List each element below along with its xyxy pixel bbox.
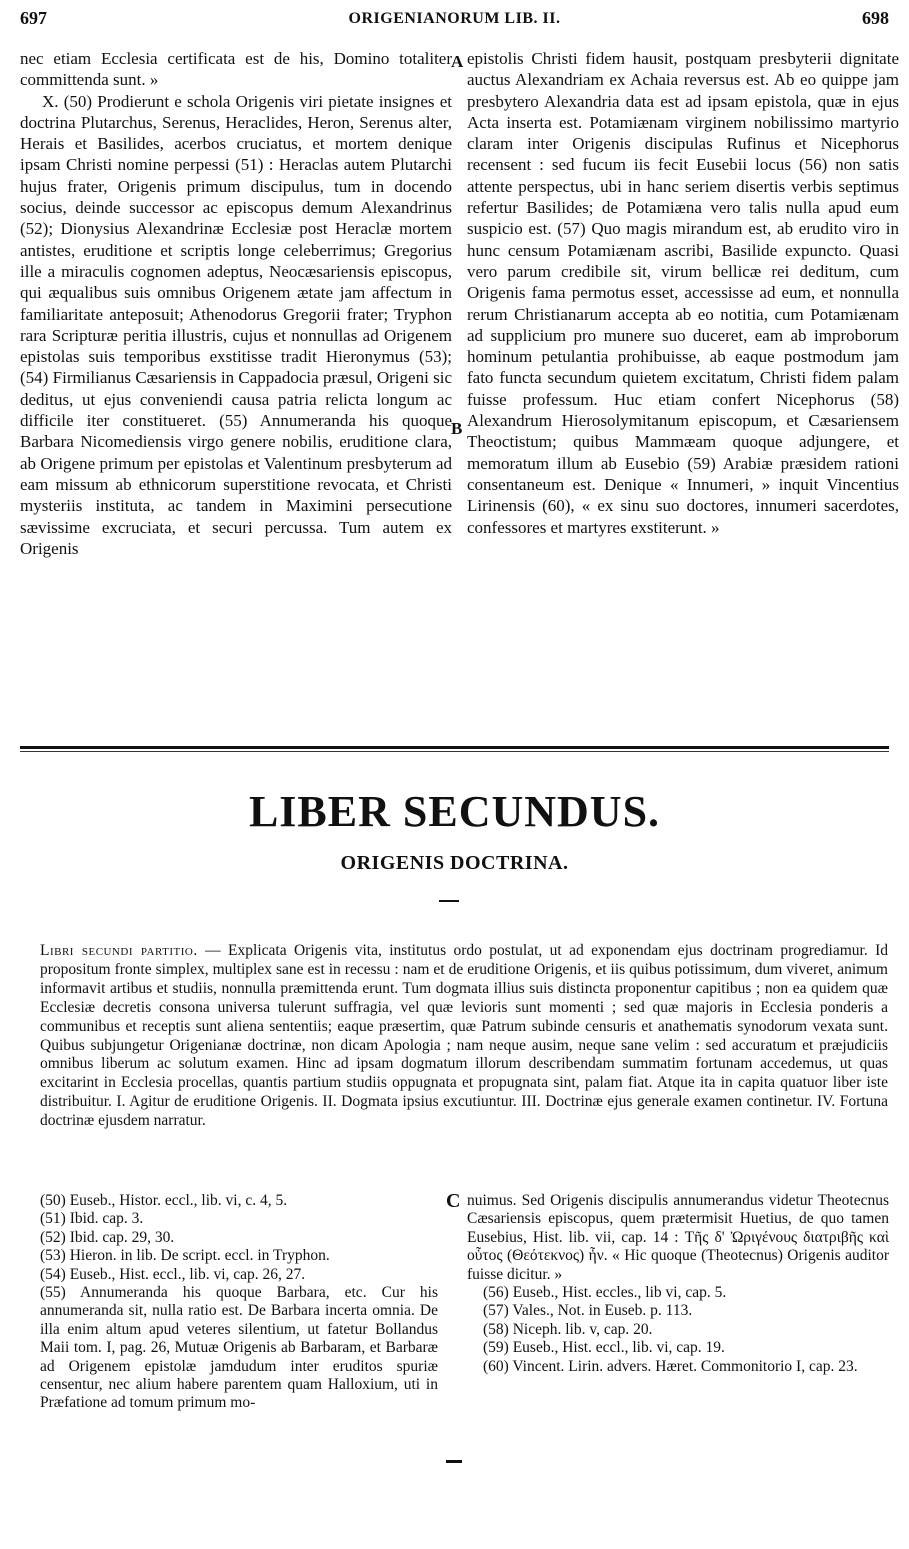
page-number-right: 698 bbox=[862, 8, 889, 28]
partitio-lead: Libri secundi partitio. bbox=[40, 942, 198, 959]
page-header bbox=[20, 8, 889, 38]
margin-marker-b: B bbox=[451, 419, 463, 438]
footnote-54: (54) Euseb., Hist. eccl., lib. vi, cap. 26, 27. bbox=[40, 1265, 306, 1283]
partitio-paragraph bbox=[40, 942, 888, 1131]
footnote-50: (50) Euseb., Histor. eccl., lib. vi, c. 4, 5. bbox=[40, 1192, 288, 1209]
footnote-56: (56) Euseb., Hist. eccles., lib vi, cap. 5. bbox=[483, 1284, 727, 1302]
right-paragraph-1: epistolis Christi fidem hausit, postquam presbyterii dignitate auctus Alexandriam ex Achaia reversus est. Ab eo quippe jam presbytero Alexandria data est ad ipsam epistola, quæ in ejus Acta inserta est. Potamiænam virginem nobilissimo martyrio claram inter Origenis discipulas Rufinus et Nicephorus recensent : sed fucum iis fecit Eusebii locus (56) non satis attente perspectus, ubi in hanc seriem disertis verbis septimus refertur Basilides; de Potamiæna vero talis nulla apud eum suspicio est. (57) Quo magis mirandum est, ab erudito viro in hunc censum Potamiænam ascribi, Basilide expuncto. Quasi vero parum credibile sit, virum bellicæ rei deditum, cum Origenis fama permotus esset, accessisse ad eum, et nonnulla rerum Christianarum acceptа ab eo notitia, cum Potamiænam ad supplicium pro munere suo duceret, eam ab improborum hominum petulantia prohibuisse, ab eaque postmodum jam fato functa secundum quietem excitatum, Christi fidem palam fuisse professum. Huc etiam confert Nicephorus (58) Alexandrum Hierosolymitanum episcopum, et Cæsariensem Theoctistum; quibus Mammæam quoque adjungere, et memoratum illum ab Eusebio (59) Arabiæ præsidem rationi consentaneum est. Denique « Innumeri, » inquit Vincentius Lirinensis (60), « ex sinu suo doctores, innumeri sacerdotes, confessores et martyres exstiterunt. » bbox=[467, 49, 899, 537]
section-rule-thin bbox=[20, 751, 889, 752]
footnotes-right bbox=[467, 1192, 889, 1376]
left-paragraph-2: X. (50) Prodierunt e schola Origenis viri pietate insignes et doctrina Plutarchus, Serenus, Heraclides, Heron, Serenus alter, Herais et Basilides, acerbos cruciatus, et mortem denique ipsam Christi nomine perpessi (51) : Heraclas autem Plutarchi hujus frater, Origenis primum discipulus, tum in docendo socius, deinde successor ac episcopus demum Alexandrinus (52); Dionysius Alexandrinæ Ecclesiæ post Heraclæ mortem antistes, eruditione et scriptis longe celeberrimus; Gregorius ille a miraculis cognomen adeptus, Neocæsariensis episcopus, qui æqualibus suis omnibus Origenem ætate jam affectum in familiaritate anteposuit; Athenodorus Gregorii frater; Tryphon rara Scripturæ peritia illustris, cujus et nonnullas ad Origenem epistolas suis temporibus exstitisse tradit Hieronymus (53); (54) Firmilianus Cæsariensis in Cappadocia præsul, Origeni sic deditus, ut ejus conveniendi causa patria relicta longum ac difficile iter constitueret. (55) Annumeranda his quoque Barbara Nicomediensis virgo genere nobilis, eruditione clara, ab Origene primum per epistolas et Valentinum presbyterum ad eam missum ab ethnicorum superstitione revocata, et Christi mysteriis instituta, ac tandem in Maximini persecutione sævissime excruciata, et securi percussa. Tum autem ex Origenis bbox=[20, 91, 452, 558]
section-rule bbox=[20, 746, 889, 749]
book-title: LIBER SECUNDUS. bbox=[248, 787, 661, 836]
right-text-column bbox=[467, 48, 899, 538]
margin-marker-a: A bbox=[451, 52, 464, 71]
footnote-55-continued: nuimus. Sed Origenis discipulis annumerandus videtur Theotecnus Cæsariensis episcopus, quem prætermisit Huetius, de quo tamen Eusebius, Hist. lib. vii, cap. 14 : Τῆς δ' Ὠριγένους διατριβῆς καὶ οὗτος (Θεότεκνος) ἦν. « Hic quoque (Theotecnus) Origenis auditor fuisse dicitur. » bbox=[467, 1192, 889, 1283]
footnote-51: (51) Ibid. cap. 3. bbox=[40, 1210, 144, 1228]
page-number-left: 697 bbox=[20, 8, 47, 28]
footnote-59: (59) Euseb., Hist. eccl., lib. vi, cap. 19. bbox=[483, 1339, 725, 1357]
left-text-column bbox=[20, 48, 452, 559]
book-subtitle: ORIGENIS DOCTRINA. bbox=[340, 852, 569, 874]
footnote-57: (57) Vales., Not. in Euseb. p. 113. bbox=[483, 1302, 693, 1320]
running-title: ORIGENIANORUM LIB. II. bbox=[348, 10, 561, 27]
footnotes-left bbox=[40, 1192, 438, 1413]
partitio-text: — Explicata Origenis vita, institutus ordo postulat, ut ad exponendam ejus doctrinam progrediamur. Id propositum fronte simplex, multiplex sane est in recessu : nam et de eruditione Origenis, et iis quibus potissimum, dum viveret, animum informavit artibus et studiis, nonnulla præmittenda erunt. Tum dogmata illius suis distincta proponentur capitibus ; non ea quidem quæ Ecclesiæ decretis consona universa tulerunt suffragia, vel quæ levioris sunt momenti ; sed quæ majoris in Ecclesia ponderis a communibus et receptis sunt aliena sententiis; eaque præsertim, quæ Patrum subinde censuris et anathematis synodorum vexata sunt. Quibus subjungetur Origenianæ doctrinæ, non dicam Apologia ; nam neque ausim, neque sane velim : sed accuratum et præjudiciis omnibus liberum ac solutum examen. Hinc ad ipsam dogmatum illorum describendam summatim fortunam accedemus, ut quas excitarint in Ecclesia procellas, quantis partium studiis oppugnata et propugnata sint, palam fiat. Atque ita in capita quatuor liber iste distribuitur. I. Agitur de eruditione Origenis. II. Dogmata ipsius excutiuntur. III. Doctrinæ ejus generale examen continetur. IV. Fortuna doctrinæ ejusdem narratur. bbox=[40, 942, 889, 1130]
left-paragraph-1: nec etiam Ecclesia certificata est de his, Domino totaliter committenda sunt. » bbox=[20, 49, 452, 90]
margin-marker-c: C bbox=[446, 1190, 461, 1212]
page-end-mark bbox=[446, 1460, 462, 1463]
footnote-55: (55) Annumeranda his quoque Barbara, etc. Cur his annumeranda sit, nulla ratio est. De Barbara incerta omnia. De illa enim altum apud veteres silentium, ut fatetur Bollandus Maii tom. I, pag. 26, Mutuæ Origenis ab Barbaram, et Barbaræ ad Origenem epistolæ jamdudum inter eruditos spuriæ censentur, nec alium habere parentem quam Halloxium, uti in Præfatione ad tomum primum mo- bbox=[40, 1284, 438, 1412]
footnote-60: (60) Vincent. Lirin. advers. Hæret. Commonitorio I, cap. 23. bbox=[483, 1357, 858, 1375]
footnote-52: (52) Ibid. cap. 29, 30. bbox=[40, 1228, 175, 1246]
footnote-58: (58) Niceph. lib. v, cap. 20. bbox=[483, 1320, 653, 1338]
title-dash bbox=[439, 900, 459, 902]
footnote-53: (53) Hieron. in lib. De script. eccl. in Tryphon. bbox=[40, 1247, 330, 1265]
